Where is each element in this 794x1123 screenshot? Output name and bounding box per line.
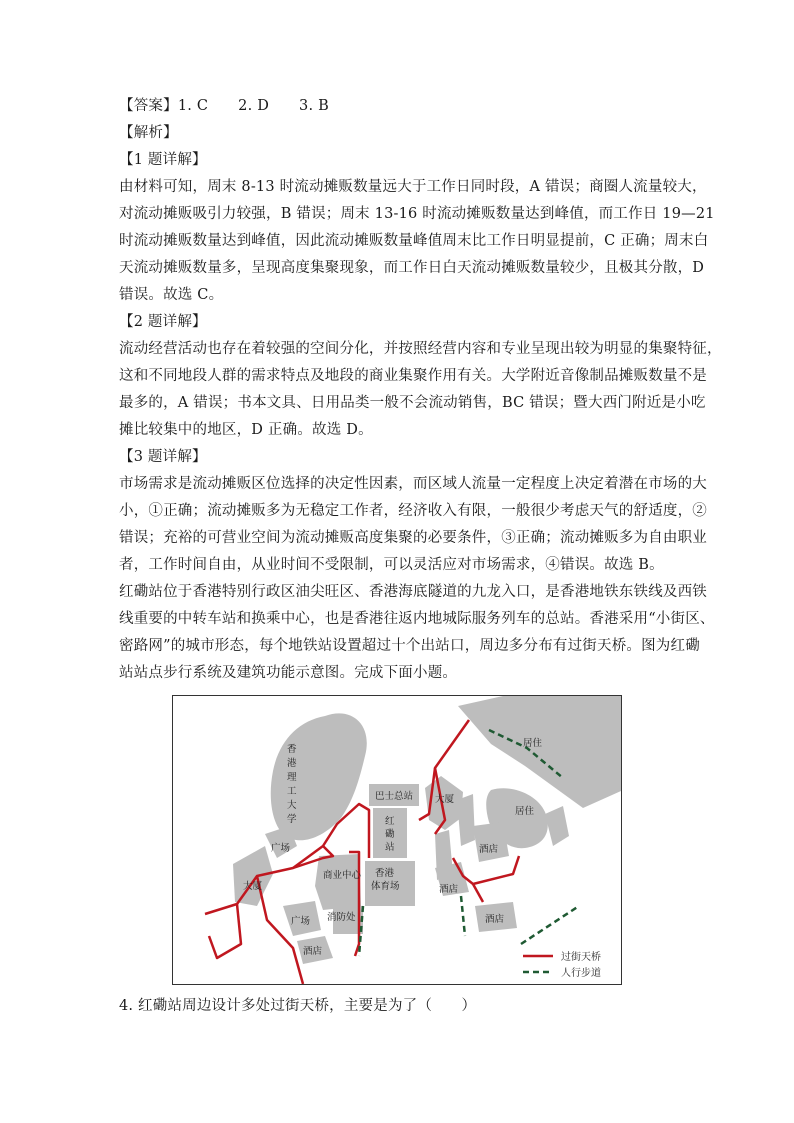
intro-text-line: 线重要的中转车站和换乘中心，也是香港往返内地城际服务列车的总站。香港采用“小街区、: [119, 611, 715, 627]
label-fire-station: 消防处: [327, 912, 356, 923]
q2-text-line: 最多的，A 错误；书本文具、日用品类一般不会流动销售，BC 错误；暨大西门附近是小吃: [119, 395, 706, 411]
label-mall: 商业中心: [323, 870, 362, 881]
q3-text-line: 市场需求是流动摊贩区位选择的决定性因素，而区域人流量一定程度上决定着潜在市场的大: [119, 476, 707, 492]
label-station: 站: [385, 842, 395, 853]
q1-text-line: 时流动摊贩数量达到峰值，因此流动摊贩数量峰值周末比工作日明显提前，C 正确；周末白: [119, 233, 709, 249]
label-plaza: 广场: [271, 843, 291, 854]
q2-text-line: 流动经营活动也存在着较强的空间分化，并按照经营内容和专业呈现出较为明显的集聚特征，: [119, 341, 722, 357]
label-polyu: 大: [287, 800, 297, 811]
label-polyu: 理: [287, 772, 297, 783]
building-right-corner: [545, 806, 569, 846]
label-residence: 居住: [523, 738, 543, 749]
residence-band-top: [458, 696, 621, 808]
label-coliseum: 香港: [375, 868, 395, 879]
q2-heading: 【2 题详解】: [119, 314, 207, 330]
polyu-area: [271, 713, 367, 840]
intro-text-line: 密路网”的城市形态，每个地铁站设置超过十个出站口，周边多分布有过街天桥。图为红磡: [119, 638, 700, 654]
answer-label: 【答案】: [119, 98, 178, 114]
legend-bridge-label: 过街天桥: [561, 952, 601, 963]
label-hotel: 酒店: [439, 884, 459, 895]
label-building: 大厦: [243, 881, 263, 892]
walkway-line: [521, 906, 579, 944]
walkway-line: [461, 896, 465, 936]
label-plaza: 广场: [291, 916, 311, 927]
q1-text-line: 天流动摊贩数量多，呈现高度集聚现象，而工作日白天流动摊贩数量较少，且极其分散，D: [119, 260, 705, 276]
intro-text-line: 站站点步行系统及建筑功能示意图。完成下面小题。: [119, 665, 458, 681]
q3-heading: 【3 题详解】: [119, 449, 207, 465]
q3-text-line: 小，①正确；流动摊贩多为无稳定工作者，经济收入有限，一般很少考虑天气的舒适度，②: [119, 503, 707, 519]
map-svg: [173, 696, 621, 984]
q2-text-line: 摊比较集中的地区，D 正确。故选 D。: [119, 422, 373, 438]
hotel-middle: [473, 822, 509, 862]
answer-line: [119, 97, 679, 115]
q1-text-line: 对流动摊贩吸引力较强，B 错误；周末 13-16 时流动摊贩数量达到峰值，而工作日 19—21: [119, 206, 715, 222]
label-hotel: 酒店: [479, 844, 499, 855]
intro-text-line: 红磡站位于香港特别行政区油尖旺区、香港海底隧道的九龙入口，是香港地铁东铁线及西铁: [119, 584, 707, 600]
answer-3: 3. B: [299, 98, 329, 114]
analysis-heading: 【解析】: [119, 125, 178, 141]
q3-text-line: 者，工作时间自由，从业时间不受限制，可以灵活应对市场需求，④错误。故选 B。: [119, 557, 664, 573]
label-building: 大厦: [435, 794, 455, 805]
label-polyu: 香: [287, 744, 297, 755]
label-polyu: 工: [287, 786, 297, 797]
q4-question: 4. 红磡站周边设计多处过街天桥，主要是为了（ ）: [119, 998, 477, 1014]
label-polyu: 港: [287, 758, 297, 769]
q1-heading: 【1 题详解】: [119, 152, 207, 168]
q1-text-line: 错误。故选 C。: [119, 287, 224, 303]
label-station: 红: [385, 816, 395, 827]
answer-1: 1. C: [177, 98, 209, 114]
hung-hom-station-map: [172, 695, 622, 985]
mall-building: [315, 854, 361, 910]
label-hotel: 酒店: [485, 914, 505, 925]
label-hotel: 酒店: [303, 946, 323, 957]
bridge-line: [473, 884, 483, 902]
map-legend: [523, 950, 601, 979]
answer-2: 2. D: [238, 98, 270, 114]
label-polyu: 学: [287, 814, 297, 825]
label-residence: 居住: [515, 806, 535, 817]
legend-walkway-label: 人行步道: [561, 968, 601, 979]
q2-text-line: 这和不同地段人群的需求特点及地段的商业集聚作用有关。大学附近音像制品摊贩数量不是: [119, 368, 707, 384]
q3-text-line: 错误；充裕的可营业空间为流动摊贩高度集聚的必要条件，③正确；流动摊贩多为自由职业: [119, 530, 707, 546]
q1-text-line: 由材料可知，周末 8-13 时流动摊贩数量远大于工作日同时段，A 错误；商圈人流量较大，: [119, 179, 707, 195]
building-left: [233, 846, 273, 906]
label-coliseum: 体育场: [371, 881, 400, 892]
label-station: 磡: [385, 829, 395, 840]
building-shard: [457, 794, 475, 846]
label-bus-terminus: 巴士总站: [375, 791, 414, 802]
